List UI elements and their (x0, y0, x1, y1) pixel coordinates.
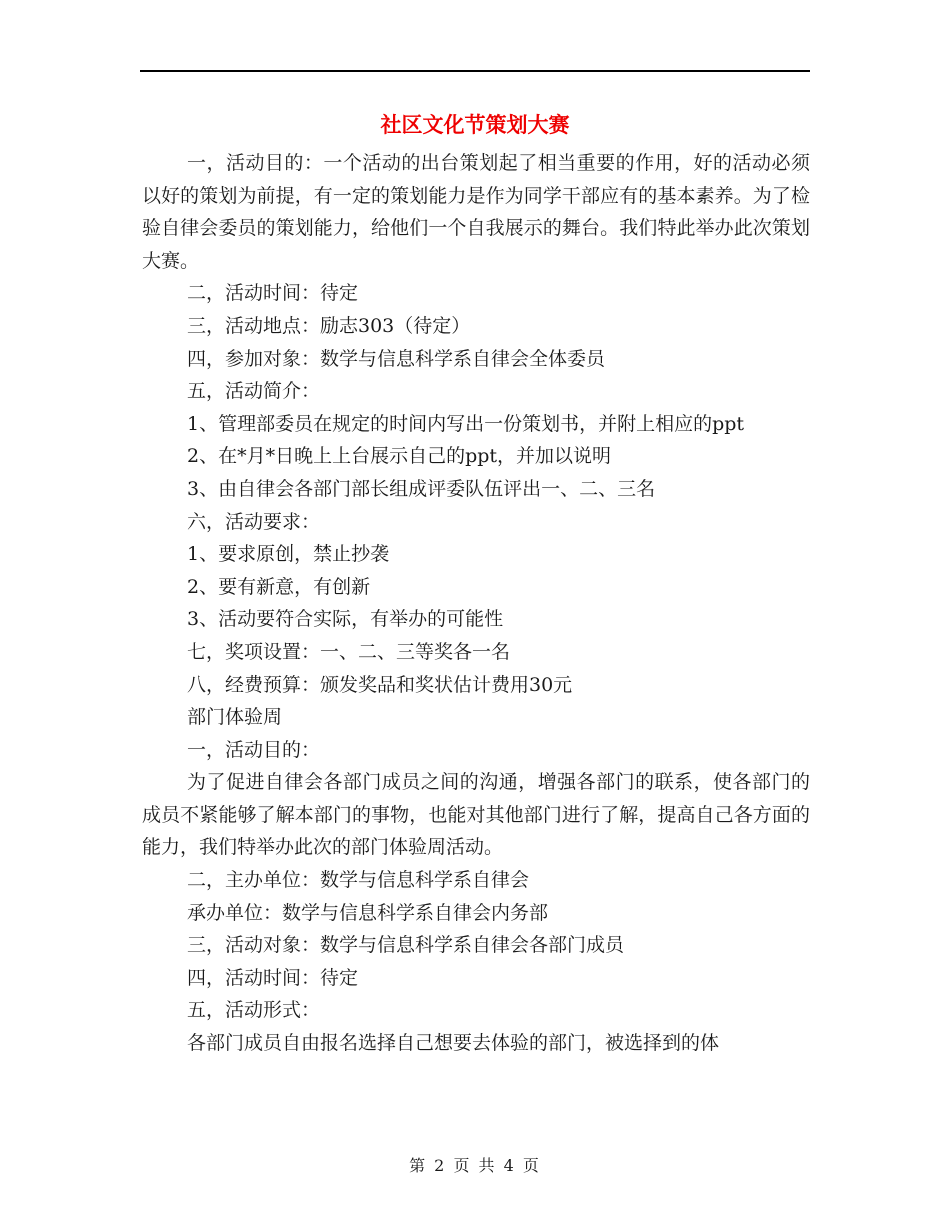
paragraph-week-format: 各部门成员自由报名选择自己想要去体验的部门，被选择到的体 (187, 1032, 720, 1055)
paragraph-awards: 七，奖项设置：一、二、三等奖各一名 (187, 640, 511, 663)
paragraph-requirement-1: 1、要求原创，禁止抄袭 (187, 543, 390, 566)
page-number-footer: 第 2 页 共 4 页 (409, 1156, 541, 1175)
paragraph-requirements-heading: 六，活动要求： (187, 510, 321, 533)
paragraph-intro-item-1: 1、管理部委员在规定的时间内写出一份策划书，并附上相应的ppt (187, 412, 745, 435)
paragraph-week-participants: 三，活动对象：数学与信息科学系自律会各部门成员 (187, 934, 625, 957)
paragraph-location: 三，活动地点：励志303（待定） (187, 314, 471, 337)
header-rule (140, 70, 810, 72)
paragraph-week-format-heading: 五，活动形式： (187, 999, 321, 1022)
paragraph-intro-item-2: 2、在*月*日晚上上台展示自己的ppt，并加以说明 (187, 445, 612, 468)
paragraph-requirement-3: 3、活动要符合实际，有举办的可能性 (187, 608, 504, 631)
paragraph-purpose: 一，活动目的：一个活动的出台策划起了相当重要的作用，好的活动必须以好的策划为前提，有一定的策划能力是作为同学干部应有的基本素养。为了检验自律会委员的策划能力，给他们一个自我展示的舞台。我们特此举办此次策划大赛。 (142, 152, 810, 272)
document-body (142, 147, 810, 1060)
paragraph-requirement-2: 2、要有新意，有创新 (187, 575, 371, 598)
paragraph-intro-heading: 五，活动简介： (187, 380, 321, 403)
document-title: 社区文化节策划大赛 (380, 113, 570, 137)
paragraph-participants: 四，参加对象：数学与信息科学系自律会全体委员 (187, 347, 606, 370)
section-heading-department-week: 部门体验周 (187, 706, 283, 729)
paragraph-week-purpose: 为了促进自律会各部门成员之间的沟通，增强各部门的联系，使各部门的成员不紧能够了解本部门的事物，也能对其他部门进行了解，提高自己各方面的能力，我们特举办此次的部门体验周活动。 (142, 771, 810, 859)
paragraph-co-organizer: 承办单位：数学与信息科学系自律会内务部 (187, 901, 549, 924)
paragraph-budget: 八，经费预算：颁发奖品和奖状估计费用30元 (187, 673, 573, 696)
paragraph-intro-item-3: 3、由自律会各部门部长组成评委队伍评出一、二、三名 (187, 477, 656, 500)
paragraph-week-time: 四，活动时间：待定 (187, 966, 359, 989)
paragraph-time: 二，活动时间：待定 (187, 282, 359, 305)
paragraph-week-purpose-heading: 一，活动目的： (187, 738, 321, 761)
paragraph-organizer: 二，主办单位：数学与信息科学系自律会 (187, 869, 530, 892)
